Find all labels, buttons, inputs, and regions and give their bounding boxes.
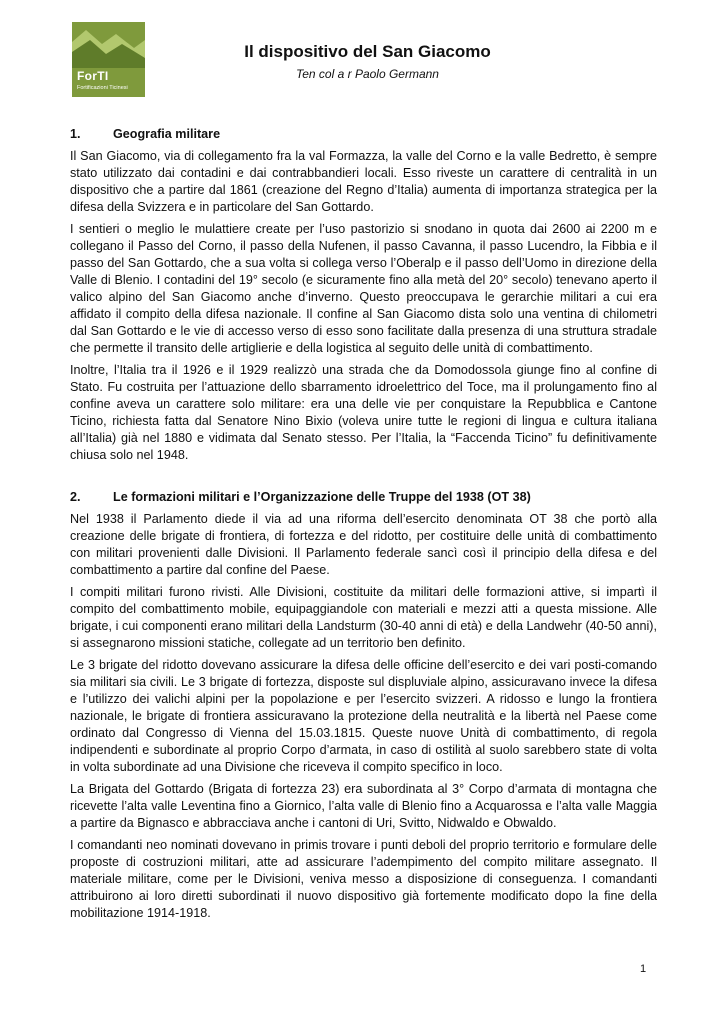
- fortificazioni-ticinesi-logo: [72, 22, 145, 97]
- paragraph: I sentieri o meglio le mulattiere create per l’uso pastorizio si snodano in quota dai 2600 ai 2200 m e collegano il Passo del Corno, il passo della Nufenen, il passo Cavanna, il passo Lucendro, la Fibbia e il passo del San Gottardo, che a sua volta si collega verso l’Oberalp e il passo dell’Uomo in direzione della Valle di Blenio. I contadini del 19° secolo (e sicuramente fino alla metà del 20° secolo) tenevano aperto il valico alpino del San Giacomo anche d’inverno. Questo preoccupava le gerarchie militari a cui era affidato il compito della difesa nazionale. Il confine al San Giacomo dista solo una ventina di chilometri dal San Gottardo e le vie di accesso verso di esso sono facilitate dalla presenza di una struttura stradale che permette il transito delle artiglierie e della logistica al seguito delle unità di combattimento.: [70, 222, 657, 355]
- paragraph: La Brigata del Gottardo (Brigata di fortezza 23) era subordinata al 3° Corpo d’armata di montagna che ricevette l’alta valle Leventina fino a Giornico, l’alta valle di Blenio fino a Acquarossa e l’alta valle Maggia a partire da Bignasco e abbracciava anche i cantoni di Uri, Svitto, Nidwaldo e Obwaldo.: [70, 782, 657, 830]
- paragraph: I comandanti neo nominati dovevano in primis trovare i punti deboli del proprio territorio e formulare delle proposte di costruzioni militari, atte ad assicurare l’adempimento del compito militare assegnato. Il materiale militare, come per le Divisioni, veniva messo a disposizione di conseguenza. I comandanti attribuirono ai loro diretti subordinati il nuovo dispositivo già fortemente modificato dopo la fine della mobilitazione 1914-1918.: [70, 838, 657, 920]
- document-body: [70, 127, 657, 927]
- section-title: Geografia militare: [113, 127, 221, 141]
- section-title: Le formazioni militari e l’Organizzazione delle Truppe del 1938 (OT 38): [113, 490, 531, 504]
- section-geografia-militare: [70, 127, 657, 464]
- section-heading: [70, 490, 657, 504]
- section-number: 2.: [70, 490, 81, 504]
- logo-subtitle: Fortificazioni Ticinesi: [77, 85, 128, 91]
- section-heading: [70, 127, 657, 141]
- section-number: 1.: [70, 127, 81, 141]
- paragraph: Inoltre, l’Italia tra il 1926 e il 1929 realizzò una strada che da Domodossola giunge fino al confine di Stato. Fu costruita per l’attuazione dello sbarramento idroelettrico del Toce, ma il prolungamento fino al confine aveva un carattere solo militare: era una delle vie per conquistare la Repubblica e Cantone Ticino, richiesta fatta dal Senatore Nino Bixio (voleva unire tutte le regioni di lingua e cultura italiana all’Italia) già nel 1880 e vidimata dal Senato stesso. Per l’Italia, la “Faccenda Ticino” fu definitivamente chiusa solo nel 1948.: [70, 363, 657, 462]
- paragraph: I compiti militari furono rivisti. Alle Divisioni, costituite da militari delle formazioni attive, si impartì il compito del combattimento mobile, equipaggiandole con materiali e mezzi atti a questa missione. Alle brigate, i cui componenti erano militari della Landsturm (30-40 anni di età) e della Landwehr (40-50 anni), si assegnarono missioni statiche, collegate ad un territorio ben definito.: [70, 585, 657, 650]
- page-number: 1: [640, 963, 647, 975]
- logo-title: ForTI: [77, 69, 109, 83]
- paragraph: Il San Giacomo, via di collegamento fra la val Formazza, la valle del Corno e la valle Bedretto, è sempre stato utilizzato dai contadini e dai contrabbandieri locali. Esso riveste un carattere di centralità in un dispositivo che a partire dal 1861 (creazione del Regno d’Italia) aumenta di importanza strategica per la difesa della Svizzera e in particolare del San Gottardo.: [70, 149, 657, 214]
- section-formazioni-militari: [70, 490, 657, 922]
- paragraph: Le 3 brigate del ridotto dovevano assicurare la difesa delle officine dell’esercito e dei vari posti-comando sia militari sia civili. Le 3 brigate di fortezza, disposte sul displuviale alpino, assicuravano invece la difesa e l’utilizzo dei valichi alpini per la popolazione e per l’esercito svizzeri. A ridosso e lungo la frontiera nazionale, le brigate di frontiera assicuravano la protezione della neutralità e la libertà nel Paese come ordinato dal Congresso di Vienna del 15.03.1815. Queste nuove Unità di combattimento, di regola indipendenti e subordinate al proprio Corpo d’armata, in caso di ostilità al suolo sarebbero state di volta in volta subordinate ad una Divisione che riceveva il compito specifico in loco.: [70, 658, 657, 774]
- paragraph: Nel 1938 il Parlamento diede il via ad una riforma dell’esercito denominata OT 38 che portò alla creazione delle brigate di frontiera, di fortezza e del ridotto, per costituire delle unità di combattimento con militari provenienti dalle Divisioni. Il Parlamento federale sancì così il principio della difesa e del combattimento a partire dal confine del Paese.: [70, 512, 657, 577]
- document-author: Ten col a r Paolo Germann: [296, 67, 439, 81]
- section-spacer: [70, 469, 657, 490]
- document-title: Il dispositivo del San Giacomo: [244, 42, 491, 61]
